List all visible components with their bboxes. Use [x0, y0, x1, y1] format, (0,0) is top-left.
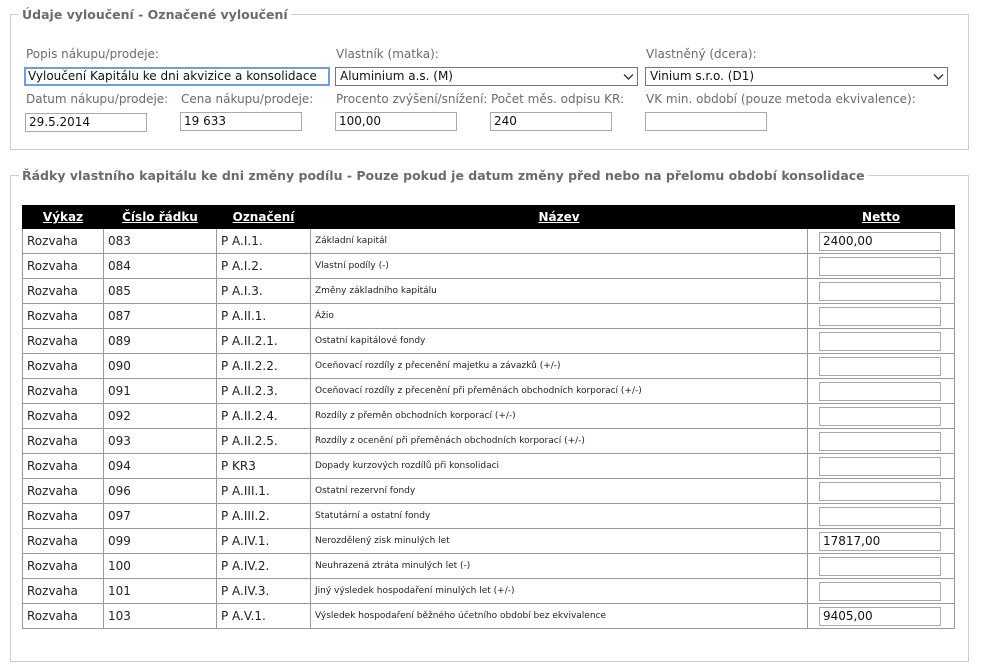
netto-input[interactable]	[819, 282, 941, 301]
table-row	[23, 529, 955, 554]
cell-vykaz: Rozvaha	[23, 554, 104, 579]
cell-nazev: Statutární a ostatní fondy	[311, 504, 808, 529]
procento-input[interactable]: 100,00	[335, 112, 457, 131]
cell-netto	[808, 279, 955, 304]
cell-cislo: 092	[104, 404, 217, 429]
vk-input[interactable]	[645, 112, 767, 131]
netto-input[interactable]	[819, 332, 941, 351]
cell-oznaceni: P A.II.1.	[217, 304, 311, 329]
vk-label: VK min. období (pouze metoda ekvivalence):	[646, 92, 916, 106]
cell-cislo: 099	[104, 529, 217, 554]
cell-netto	[808, 554, 955, 579]
cell-nazev: Nerozdělený zisk minulých let	[311, 529, 808, 554]
cell-oznaceni: P A.III.2.	[217, 504, 311, 529]
cell-nazev: Vlastní podíly (-)	[311, 254, 808, 279]
cell-vykaz: Rozvaha	[23, 229, 104, 254]
procento-label: Procento zvýšení/snížení:	[336, 92, 488, 106]
table-row	[23, 279, 955, 304]
netto-input[interactable]	[819, 482, 941, 501]
cell-vykaz: Rozvaha	[23, 504, 104, 529]
cell-vykaz: Rozvaha	[23, 429, 104, 454]
cell-nazev: Ostatní kapitálové fondy	[311, 329, 808, 354]
col-header-vykaz[interactable]: Výkaz	[23, 206, 104, 229]
chevron-down-icon	[933, 71, 944, 82]
cell-cislo: 083	[104, 229, 217, 254]
cell-cislo: 091	[104, 379, 217, 404]
cell-cislo: 096	[104, 479, 217, 504]
cell-netto	[808, 329, 955, 354]
datum-input[interactable]: 29.5.2014	[25, 113, 147, 132]
cell-oznaceni: P A.III.1.	[217, 479, 311, 504]
cell-netto	[808, 429, 955, 454]
netto-input[interactable]	[819, 582, 941, 601]
table-row	[23, 379, 955, 404]
cell-oznaceni: P A.IV.3.	[217, 579, 311, 604]
cell-cislo: 089	[104, 329, 217, 354]
cell-vykaz: Rozvaha	[23, 529, 104, 554]
cell-vykaz: Rozvaha	[23, 304, 104, 329]
cell-nazev: Rozdíly z přeměn obchodních korporací (+/-)	[311, 404, 808, 429]
cell-cislo: 085	[104, 279, 217, 304]
table-row	[23, 504, 955, 529]
cell-oznaceni: P A.V.1.	[217, 604, 311, 629]
cell-nazev: Jiný výsledek hospodaření minulých let (+/-)	[311, 579, 808, 604]
table-row	[23, 554, 955, 579]
pocet-label: Počet měs. odpisu KR:	[491, 92, 625, 106]
cena-label: Cena nákupu/prodeje:	[181, 92, 314, 106]
cell-netto	[808, 229, 955, 254]
cell-oznaceni: P A.I.3.	[217, 279, 311, 304]
col-header-cislo[interactable]: Číslo řádku	[104, 206, 217, 229]
table-row	[23, 229, 955, 254]
cell-cislo: 084	[104, 254, 217, 279]
netto-input[interactable]	[819, 432, 941, 451]
cell-cislo: 090	[104, 354, 217, 379]
cell-netto	[808, 354, 955, 379]
cell-vykaz: Rozvaha	[23, 479, 104, 504]
cell-netto	[808, 304, 955, 329]
table-header-row	[23, 206, 955, 229]
exclusion-details-legend: Údaje vyloučení - Označené vyloučení	[22, 7, 288, 22]
cell-oznaceni: P A.IV.2.	[217, 554, 311, 579]
cell-nazev: Změny základního kapitálu	[311, 279, 808, 304]
table-row	[23, 479, 955, 504]
cell-nazev: Ážio	[311, 304, 808, 329]
vlastnik-label: Vlastník (matka):	[336, 47, 439, 61]
vlastneny-select-value: Vinium s.r.o. (D1)	[650, 69, 755, 83]
cell-cislo: 101	[104, 579, 217, 604]
cell-vykaz: Rozvaha	[23, 454, 104, 479]
vlastnik-select[interactable]	[335, 67, 638, 86]
table-row	[23, 304, 955, 329]
cell-nazev: Rozdíly z ocenění při přeměnách obchodních korporací (+/-)	[311, 429, 808, 454]
cell-vykaz: Rozvaha	[23, 379, 104, 404]
col-header-nazev[interactable]: Název	[311, 206, 808, 229]
table-row	[23, 254, 955, 279]
table-row	[23, 579, 955, 604]
cell-oznaceni: P KR3	[217, 454, 311, 479]
table-row	[23, 354, 955, 379]
netto-input[interactable]	[819, 557, 941, 576]
cell-netto	[808, 529, 955, 554]
cell-oznaceni: P A.II.2.1.	[217, 329, 311, 354]
cell-cislo: 094	[104, 454, 217, 479]
table-row	[23, 404, 955, 429]
datum-label: Datum nákupu/prodeje:	[26, 92, 169, 106]
cell-nazev: Ostatní rezervní fondy	[311, 479, 808, 504]
cell-oznaceni: P A.II.2.3.	[217, 379, 311, 404]
cell-netto	[808, 404, 955, 429]
cell-vykaz: Rozvaha	[23, 254, 104, 279]
cell-vykaz: Rozvaha	[23, 604, 104, 629]
cell-nazev: Základní kapitál	[311, 229, 808, 254]
netto-input[interactable]: 17817,00	[819, 532, 941, 551]
cell-vykaz: Rozvaha	[23, 329, 104, 354]
cell-cislo: 087	[104, 304, 217, 329]
netto-input[interactable]	[819, 307, 941, 326]
vlastneny-label: Vlastněný (dcera):	[646, 47, 757, 61]
cell-netto	[808, 479, 955, 504]
cell-netto	[808, 454, 955, 479]
cell-nazev: Neuhrazená ztráta minulých let (-)	[311, 554, 808, 579]
cell-vykaz: Rozvaha	[23, 279, 104, 304]
cell-cislo: 103	[104, 604, 217, 629]
table-row	[23, 604, 955, 629]
cell-netto	[808, 604, 955, 629]
table-row	[23, 429, 955, 454]
cell-nazev: Oceňovací rozdíly z přecenění majetku a závazků (+/-)	[311, 354, 808, 379]
popis-input[interactable]: Vyloučení Kapitálu ke dni akvizice a konsolidace	[24, 67, 330, 86]
cell-vykaz: Rozvaha	[23, 579, 104, 604]
cell-cislo: 093	[104, 429, 217, 454]
cell-netto	[808, 579, 955, 604]
col-header-netto[interactable]: Netto	[808, 206, 955, 229]
chevron-down-icon	[623, 71, 634, 82]
netto-input[interactable]	[819, 357, 941, 376]
netto-input[interactable]	[819, 457, 941, 476]
cell-oznaceni: P A.II.2.4.	[217, 404, 311, 429]
cell-netto	[808, 504, 955, 529]
netto-input[interactable]	[819, 257, 941, 276]
col-header-oznaceni[interactable]: Označení	[217, 206, 311, 229]
netto-input[interactable]: 9405,00	[819, 607, 941, 626]
cell-nazev: Dopady kurzových rozdílů při konsolidaci	[311, 454, 808, 479]
table-row	[23, 329, 955, 354]
netto-input[interactable]	[819, 507, 941, 526]
cell-netto	[808, 254, 955, 279]
cell-cislo: 097	[104, 504, 217, 529]
cell-oznaceni: P A.I.1.	[217, 229, 311, 254]
cell-nazev: Výsledek hospodaření běžného účetního období bez ekvivalence	[311, 604, 808, 629]
cell-vykaz: Rozvaha	[23, 404, 104, 429]
cell-nazev: Oceňovací rozdíly z přecenění při přeměnách obchodních korporací (+/-)	[311, 379, 808, 404]
cell-vykaz: Rozvaha	[23, 354, 104, 379]
equity-rows-legend: Řádky vlastního kapitálu ke dni změny podílu - Pouze pokud je datum změny před nebo na přelomu období konsolidace	[22, 168, 865, 183]
cell-oznaceni: P A.II.2.2.	[217, 354, 311, 379]
netto-input[interactable]	[819, 382, 941, 401]
cell-oznaceni: P A.I.2.	[217, 254, 311, 279]
netto-input[interactable]: 2400,00	[819, 232, 941, 251]
equity-table	[22, 205, 955, 629]
cell-netto	[808, 379, 955, 404]
cell-oznaceni: P A.IV.1.	[217, 529, 311, 554]
vlastneny-select[interactable]	[645, 67, 948, 86]
cell-oznaceni: P A.II.2.5.	[217, 429, 311, 454]
cena-input[interactable]: 19 633	[180, 112, 302, 131]
popis-label: Popis nákupu/prodeje:	[26, 47, 159, 61]
netto-input[interactable]	[819, 407, 941, 426]
pocet-input[interactable]: 240	[490, 112, 612, 131]
table-row	[23, 454, 955, 479]
vlastnik-select-value: Aluminium a.s. (M)	[340, 69, 453, 83]
cell-cislo: 100	[104, 554, 217, 579]
